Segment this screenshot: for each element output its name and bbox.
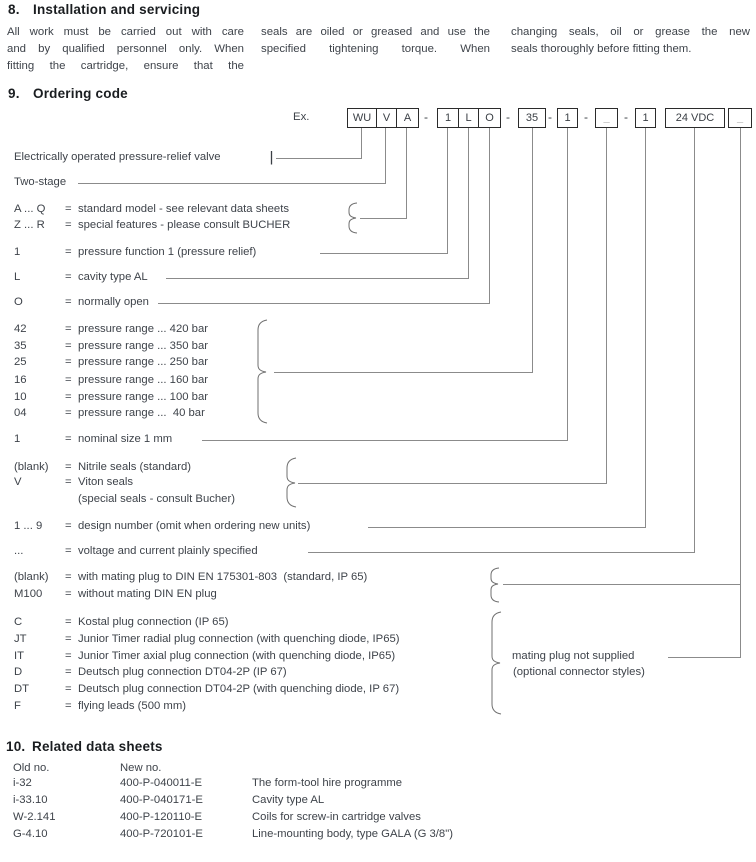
- legend-row: [14, 519, 310, 534]
- legend-code: 10: [14, 391, 27, 403]
- legend-row: [14, 175, 66, 190]
- legend-desc: pressure range ... 420 bar: [78, 323, 208, 335]
- legend-row: [14, 699, 186, 714]
- code-box-pressure: 35: [518, 108, 546, 128]
- legend-eq: =: [65, 571, 72, 583]
- legend-eq: =: [65, 520, 72, 532]
- new-no: 400-P-120110-E: [120, 811, 203, 823]
- paragraph-line: and by qualified personnel only. When: [7, 43, 244, 55]
- legend-desc: special features - please consult BUCHER: [78, 219, 291, 231]
- legend-code: (blank): [14, 461, 49, 473]
- legend-row: [14, 295, 149, 310]
- section10-heading: [6, 739, 163, 754]
- legend-eq: =: [65, 650, 72, 662]
- paragraph-line: seals thoroughly before fitting them.: [511, 43, 692, 55]
- legend-code: D: [14, 666, 23, 678]
- code-separator: -: [584, 110, 588, 124]
- table-row: [13, 810, 421, 825]
- legend-eq: =: [65, 246, 72, 258]
- code-box-1: 1: [444, 112, 452, 124]
- code-box-wu: WU: [352, 112, 372, 124]
- legend-eq: =: [65, 340, 72, 352]
- legend-eq: =: [65, 433, 72, 445]
- legend-desc: design number (omit when ordering new units): [78, 520, 311, 532]
- legend-row: [14, 390, 208, 405]
- paragraph-line: seals are oiled or greased and use the: [261, 26, 490, 38]
- old-no: W-2.141: [13, 811, 56, 823]
- code-box-group-function: [437, 108, 501, 128]
- legend-code: 1: [14, 246, 21, 258]
- legend-code: 04: [14, 407, 27, 419]
- section9-number: 9.: [8, 86, 20, 101]
- legend-eq: =: [65, 461, 72, 473]
- legend-desc: pressure range ... 160 bar: [78, 374, 208, 386]
- legend-eq: =: [65, 683, 72, 695]
- legend-desc: Electrically operated pressure-relief valve: [14, 151, 221, 163]
- code-box-size: 1: [557, 108, 578, 128]
- legend-code: Z ... R: [14, 219, 45, 231]
- code-separator: -: [424, 110, 428, 124]
- note-optional-connectors: (optional connector styles): [513, 666, 645, 678]
- legend-row: [14, 150, 221, 165]
- legend-code: V: [14, 476, 22, 488]
- legend-code: (blank): [14, 571, 49, 583]
- legend-eq: =: [65, 545, 72, 557]
- legend-desc: pressure range ... 40 bar: [78, 407, 205, 419]
- legend-desc: flying leads (500 mm): [78, 700, 186, 712]
- legend-desc: normally open: [78, 296, 149, 308]
- legend-desc: Nitrile seals (standard): [78, 461, 192, 473]
- legend-desc: nominal size 1 mm: [78, 433, 173, 445]
- legend-eq: =: [65, 391, 72, 403]
- legend-row: [14, 406, 205, 421]
- legend-code: O: [14, 296, 23, 308]
- paragraph-line: specified tightening torque. When: [261, 43, 490, 55]
- legend-code: ...: [14, 545, 24, 557]
- legend-code: 42: [14, 323, 27, 335]
- legend-row: [14, 322, 208, 337]
- table-header-row: [13, 761, 252, 776]
- old-no: i-32: [13, 777, 32, 789]
- table-row: [13, 793, 324, 808]
- example-label: Ex.: [293, 111, 310, 123]
- code-separator: -: [624, 110, 628, 124]
- section10-number: 10.: [6, 739, 26, 754]
- legend-desc: Kostal plug connection (IP 65): [78, 616, 229, 628]
- legend-row: [14, 460, 191, 475]
- legend-code: A ... Q: [14, 203, 46, 215]
- legend-row: [14, 492, 235, 507]
- col-header-old-no: Old no.: [13, 762, 50, 774]
- legend-desc: Two-stage: [14, 176, 67, 188]
- legend-eq: =: [65, 633, 72, 645]
- legend-desc: Deutsch plug connection DT04-2P (with quenching diode, IP 67): [78, 683, 400, 695]
- legend-eq: =: [65, 374, 72, 386]
- legend-code: 1 ... 9: [14, 520, 43, 532]
- table-row: [13, 776, 402, 791]
- legend-code: C: [14, 616, 23, 628]
- code-box-voltage: 24 VDC: [665, 108, 725, 128]
- legend-eq: =: [65, 407, 72, 419]
- legend-row: [14, 202, 289, 217]
- sheet-desc: Cavity type AL: [252, 794, 325, 806]
- col-header-new-no: New no.: [120, 762, 162, 774]
- legend-eq: =: [65, 356, 72, 368]
- legend-row: [14, 665, 287, 680]
- legend-desc: cavity type AL: [78, 271, 148, 283]
- code-box-v: V: [376, 109, 396, 127]
- legend-code: 35: [14, 340, 27, 352]
- legend-row: [14, 570, 367, 585]
- legend-row: [14, 649, 395, 664]
- legend-code: F: [14, 700, 21, 712]
- legend-desc: standard model - see relevant data sheets: [78, 203, 290, 215]
- sheet-desc: Coils for screw-in cartridge valves: [252, 811, 421, 823]
- legend-desc: Junior Timer axial plug connection (with quenching diode, IP65): [78, 650, 396, 662]
- legend-code: 25: [14, 356, 27, 368]
- section8-number: 8.: [8, 2, 20, 17]
- code-box-a: A: [396, 109, 418, 127]
- legend-eq: =: [65, 700, 72, 712]
- paragraph-line: All work must be carried out with care: [7, 26, 244, 38]
- legend-row: [14, 355, 208, 370]
- code-box-seals-blank: _: [595, 108, 618, 128]
- legend-eq: =: [65, 616, 72, 628]
- section10-title: Related data sheets: [32, 739, 163, 754]
- legend-row: [14, 587, 217, 602]
- table-row: [13, 827, 453, 842]
- legend-desc: without mating DIN EN plug: [78, 588, 217, 600]
- legend-desc: with mating plug to DIN EN 175301-803 (standard, IP 65): [78, 571, 368, 583]
- legend-code: IT: [14, 650, 25, 662]
- section8-heading: [8, 2, 200, 17]
- legend-row: [14, 270, 148, 285]
- old-no: G-4.10: [13, 828, 48, 840]
- section8-title: Installation and servicing: [33, 2, 201, 17]
- legend-row: [14, 475, 133, 490]
- legend-row: [14, 339, 208, 354]
- code-box-o: O: [478, 109, 500, 127]
- old-no: i-33.10: [13, 794, 48, 806]
- code-box-group-model: [347, 108, 419, 128]
- legend-code: JT: [14, 633, 27, 645]
- legend-row: [14, 218, 290, 233]
- code-box-plug-blank: _: [728, 108, 752, 128]
- section8-column-3: [511, 24, 750, 58]
- paragraph-line: changing seals, oil or grease the new: [511, 26, 750, 38]
- legend-eq: =: [65, 271, 72, 283]
- new-no: 400-P-040011-E: [120, 777, 203, 789]
- legend-row: [14, 632, 400, 647]
- legend-desc: pressure range ... 100 bar: [78, 391, 208, 403]
- legend-desc: pressure range ... 350 bar: [78, 340, 208, 352]
- legend-desc: pressure range ... 250 bar: [78, 356, 208, 368]
- code-box-design: 1: [635, 108, 656, 128]
- section9-title: Ordering code: [33, 86, 128, 101]
- legend-row: [14, 245, 256, 260]
- code-separator: -: [506, 110, 510, 124]
- new-no: 400-P-040171-E: [120, 794, 203, 806]
- legend-eq: =: [65, 296, 72, 308]
- legend-code: M100: [14, 588, 43, 600]
- legend-row: [14, 373, 208, 388]
- legend-desc: Junior Timer radial plug connection (with quenching diode, IP65): [78, 633, 400, 645]
- legend-desc: voltage and current plainly specified: [78, 545, 258, 557]
- legend-code: L: [14, 271, 21, 283]
- section9-heading: [8, 86, 128, 101]
- code-box-l: L: [458, 109, 478, 127]
- sheet-desc: Line-mounting body, type GALA (G 3/8"): [252, 828, 453, 840]
- legend-desc: Deutsch plug connection DT04-2P (IP 67): [78, 666, 287, 678]
- legend-code: 16: [14, 374, 27, 386]
- legend-desc: pressure function 1 (pressure relief): [78, 246, 257, 258]
- legend-code: DT: [14, 683, 30, 695]
- legend-desc: (special seals - consult Bucher): [78, 493, 235, 505]
- legend-eq: =: [65, 588, 72, 600]
- sheet-desc: The form-tool hire programme: [252, 777, 403, 789]
- legend-code: 1: [14, 433, 21, 445]
- code-separator: -: [548, 110, 552, 124]
- legend-row: [14, 682, 399, 697]
- legend-desc: Viton seals: [78, 476, 134, 488]
- section8-column-2: [261, 24, 490, 58]
- note-mating-plug: mating plug not supplied: [512, 650, 635, 662]
- legend-eq: =: [65, 203, 72, 215]
- section8-column-1: [7, 24, 244, 75]
- legend-row: [14, 544, 258, 559]
- legend-eq: =: [65, 323, 72, 335]
- legend-row: [14, 432, 172, 447]
- legend-eq: =: [65, 666, 72, 678]
- legend-eq: =: [65, 476, 72, 488]
- paragraph-line: fitting the cartridge, ensure that the: [7, 60, 244, 72]
- new-no: 400-P-720101-E: [120, 828, 203, 840]
- legend-row: [14, 615, 229, 630]
- legend-eq: =: [65, 219, 72, 231]
